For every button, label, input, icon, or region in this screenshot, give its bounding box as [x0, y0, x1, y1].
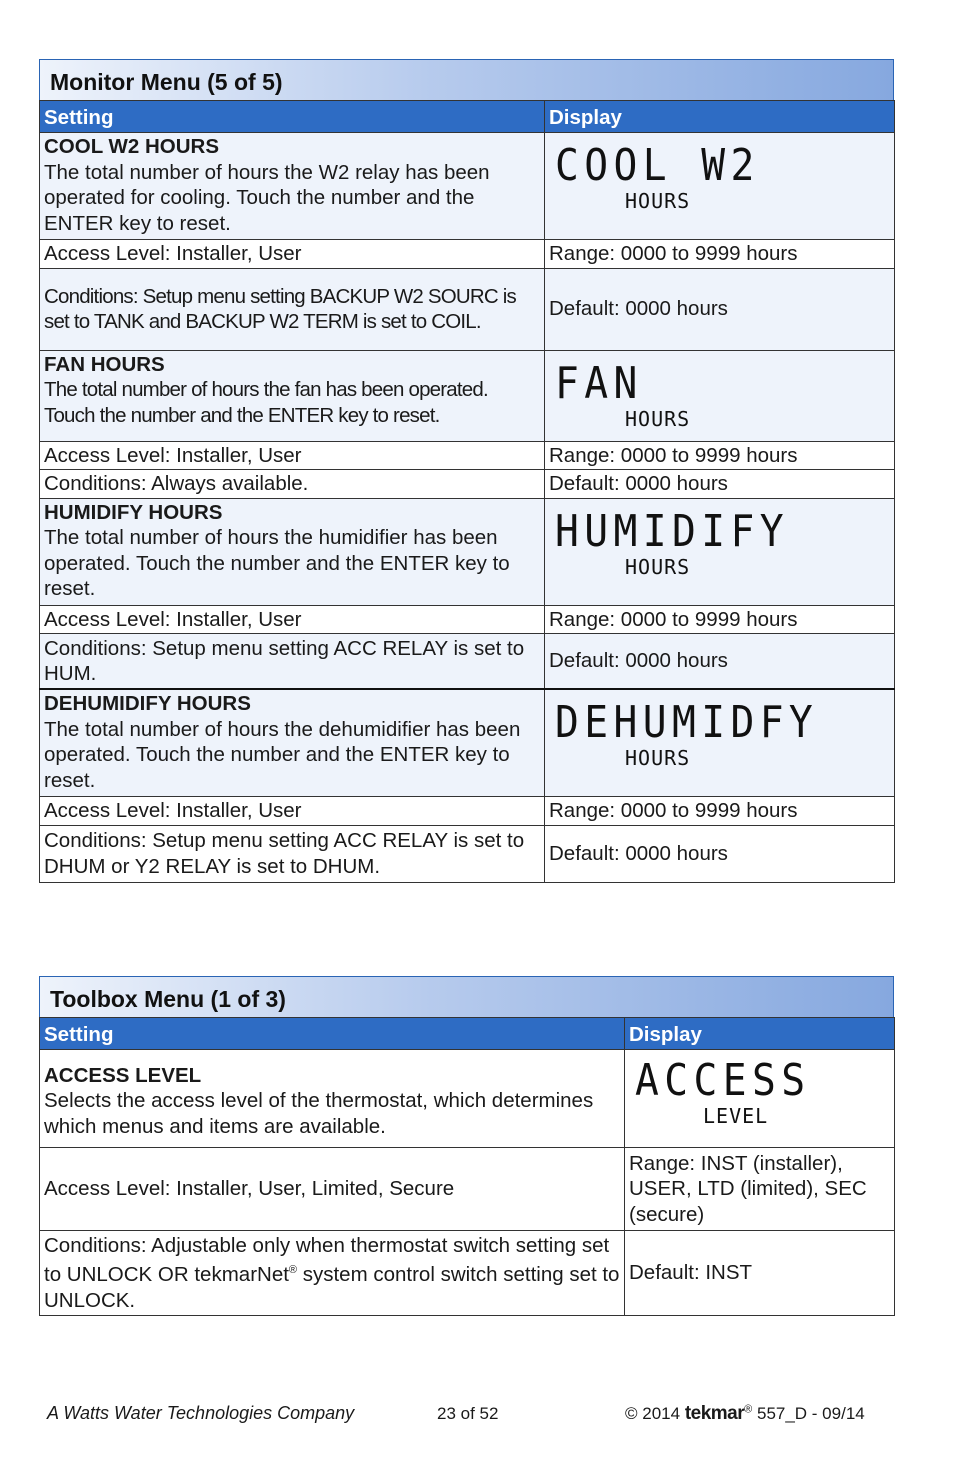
monitor-menu-title: Monitor Menu (5 of 5)	[39, 59, 894, 100]
setting-title: FAN HOURS	[44, 352, 165, 376]
setting-title: DEHUMIDIFY HOURS	[44, 692, 251, 715]
lcd-main-text: HUMIDIFY	[555, 505, 789, 557]
lcd-sub-text: HOURS	[625, 554, 691, 579]
table-row	[40, 1050, 895, 1148]
lcd-sub-text: HOURS	[625, 746, 691, 770]
document-code: 557_D - 09/14	[756, 1404, 865, 1423]
setting-title: HUMIDIFY HOURS	[44, 500, 223, 524]
toolbox-menu-section	[39, 976, 894, 1316]
table-row	[40, 350, 895, 441]
range: Range: INST (installer), USER, LTD (limited), SEC (secure)	[625, 1148, 895, 1231]
lcd-display	[545, 350, 895, 441]
setting-description: Selects the access level of the thermostat, which determines which menus and items are available.	[44, 1089, 594, 1138]
range: Range: 0000 to 9999 hours	[545, 605, 895, 634]
setting-title: ACCESS LEVEL	[44, 1063, 202, 1087]
lcd-main-text: ACCESS	[635, 1055, 811, 1106]
setting-description: The total number of hours the dehumidifier has been operated. Touch the number and the ENTER key to reset.	[44, 717, 521, 792]
brand-logo: tekmar	[684, 1403, 745, 1424]
default: Default: INST	[625, 1231, 895, 1316]
conditions-text: Conditions: Adjustable only when thermostat switch setting set to UNLOCK OR tekmarNet	[44, 1233, 610, 1287]
access-level: Access Level: Installer, User	[40, 797, 545, 826]
lcd-display	[545, 133, 895, 240]
conditions: Conditions: Setup menu setting BACKUP W2 SOURC is set to TANK and BACKUP W2 TERM is set to COIL.	[40, 268, 545, 350]
range: Range: 0000 to 9999 hours	[545, 797, 895, 826]
table-row	[40, 470, 895, 499]
column-header-display: Display	[545, 101, 895, 133]
setting-title: COOL W2 HOURS	[44, 135, 220, 158]
lcd-main-text: COOL W2	[555, 140, 760, 191]
conditions: Conditions: Always available.	[40, 470, 545, 499]
lcd-display	[545, 689, 895, 797]
lcd-main-text: FAN	[555, 357, 643, 409]
range: Range: 0000 to 9999 hours	[545, 240, 895, 269]
toolbox-menu-table	[39, 1017, 895, 1316]
table-row	[40, 634, 895, 690]
table-row	[40, 825, 895, 882]
column-header-setting: Setting	[40, 1018, 625, 1050]
monitor-menu-table	[39, 100, 895, 883]
table-row	[40, 133, 895, 240]
setting-description: The total number of hours the humidifier has been operated. Touch the number and the ENTER key to reset.	[44, 526, 510, 600]
footer-right	[625, 1403, 865, 1425]
toolbox-menu-title: Toolbox Menu (1 of 3)	[39, 976, 894, 1017]
default: Default: 0000 hours	[545, 268, 895, 350]
lcd-sub-text: LEVEL	[703, 1104, 769, 1128]
monitor-menu-section	[39, 59, 894, 883]
conditions: Conditions: Setup menu setting ACC RELAY is set to HUM.	[40, 634, 545, 690]
table-row	[40, 1231, 895, 1316]
conditions-text-cont: system control switch setting set to UNLOCK.	[44, 1263, 620, 1312]
setting-description: The total number of hours the fan has been operated. Touch the number and the ENTER key to reset.	[44, 378, 488, 427]
access-level: Access Level: Installer, User	[40, 240, 545, 269]
registered-mark: ®	[288, 1264, 298, 1277]
conditions	[40, 1231, 625, 1316]
default: Default: 0000 hours	[545, 825, 895, 882]
lcd-display	[545, 498, 895, 605]
access-level: Access Level: Installer, User, Limited, Secure	[40, 1148, 625, 1231]
table-row	[40, 441, 895, 470]
lcd-sub-text: HOURS	[625, 406, 691, 431]
lcd-main-text: DEHUMIDFY	[555, 697, 819, 748]
table-row	[40, 1148, 895, 1231]
copyright: © 2014	[625, 1404, 681, 1423]
table-row	[40, 498, 895, 605]
footer-company: A Watts Water Technologies Company	[47, 1403, 355, 1423]
range: Range: 0000 to 9999 hours	[545, 441, 895, 470]
default: Default: 0000 hours	[545, 634, 895, 690]
page-number: 23 of 52	[437, 1404, 499, 1423]
conditions: Conditions: Setup menu setting ACC RELAY is set to DHUM or Y2 RELAY is set to DHUM.	[40, 825, 545, 882]
table-row	[40, 797, 895, 826]
table-row	[40, 268, 895, 350]
access-level: Access Level: Installer, User	[40, 441, 545, 470]
setting-description: The total number of hours the W2 relay has been operated for cooling. Touch the number and the ENTER key to reset.	[44, 160, 490, 235]
table-row	[40, 240, 895, 269]
column-header-display: Display	[625, 1018, 895, 1050]
default: Default: 0000 hours	[545, 470, 895, 499]
lcd-sub-text: HOURS	[625, 189, 691, 213]
column-header-setting: Setting	[40, 101, 545, 133]
table-row	[40, 689, 895, 797]
access-level: Access Level: Installer, User	[40, 605, 545, 634]
lcd-display	[625, 1050, 895, 1148]
brand-registered-mark: ®	[744, 1403, 753, 1416]
table-row	[40, 605, 895, 634]
